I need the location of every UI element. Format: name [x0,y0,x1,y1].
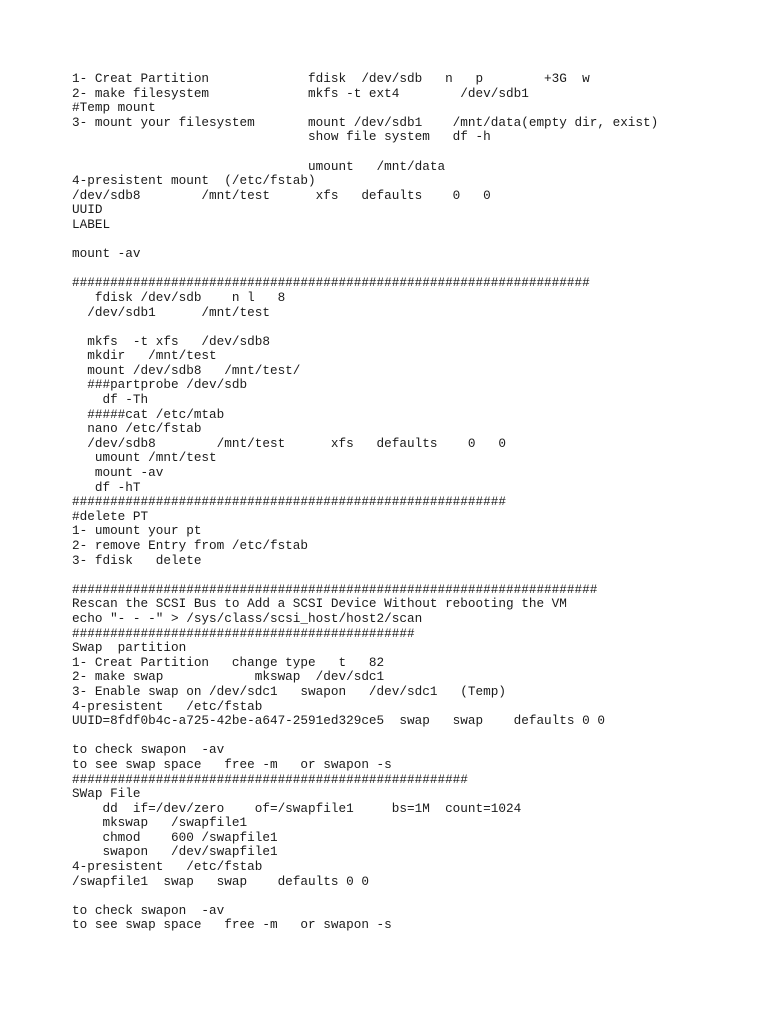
text-line: ###partprobe /dev/sdb [72,377,248,393]
text-line: mount -av [72,246,141,262]
text-line: 4-presistent /etc/fstab [72,698,263,714]
text-line: chmod 600 /swapfile1 [72,829,278,845]
text-line: 1- Creat Partition fdisk /dev/sdb n p +3G w [72,71,590,86]
text-line: to check swapon -av [72,902,225,918]
text-line: df -hT [72,479,141,495]
text-line [72,889,658,904]
text-line: umount /mnt/test [72,450,217,466]
text-line: fdisk /dev/sdb n l 8 [72,289,286,305]
text-line: /swapfile1 swap swap defaults 0 0 [72,873,369,889]
text-line: mount -av [72,465,164,481]
text-line [72,320,658,335]
text-line: Swap partition [72,640,187,656]
text-line [72,233,658,248]
text-line: #delete PT [72,508,149,524]
text-line: to see swap space free -m or swapon -s [72,756,392,772]
text-line [72,145,658,160]
text-line: 3- fdisk delete [72,552,202,568]
text-line: mkswap /swapfile1 [72,815,248,831]
text-line: 4-presistent /etc/fstab [72,859,263,875]
text-line [72,729,658,744]
text-line: /dev/sdb8 /mnt/test xfs defaults 0 0 [72,435,506,451]
text-line: mount /dev/sdb8 /mnt/test/ [72,362,301,378]
text-line: df -Th [72,392,149,408]
text-line: to see swap space free -m or swapon -s [72,917,392,933]
text-line: show file system df -h [72,129,491,145]
text-line: to check swapon -av [72,742,225,758]
text-line: LABEL [72,216,111,232]
text-line: mkfs -t xfs /dev/sdb8 [72,333,270,349]
text-line: dd if=/dev/zero of=/swapfile1 bs=1M count=1024 [72,800,522,816]
text-line: 3- mount your filesystem mount /dev/sdb1 /mnt/data(empty dir, exist) [72,114,659,130]
document-text [72,72,658,933]
text-line: 1- umount your pt [72,523,202,539]
text-line: #################################################### [72,771,468,787]
text-line: #Temp mount [72,100,156,116]
text-line: /dev/sdb1 /mnt/test [72,304,270,320]
text-line: echo "- - -" > /sys/class/scsi_host/host2/scan [72,610,423,626]
text-line: #####cat /etc/mtab [72,406,225,422]
text-line: 3- Enable swap on /dev/sdc1 swapon /dev/sdc1 (Temp) [72,683,506,699]
text-line: /dev/sdb8 /mnt/test xfs defaults 0 0 [72,187,491,203]
text-line: 1- Creat Partition change type t 82 [72,654,385,670]
text-line: 2- remove Entry from /etc/fstab [72,538,309,553]
text-line: Rescan the SCSI Bus to Add a SCSI Device Without rebooting the VM [72,596,567,612]
text-line: 2- make swap mkswap /dev/sdc1 [72,669,385,685]
text-line: SWap File [72,786,141,802]
text-line: 2- make filesystem mkfs -t ext4 /dev/sdb1 [72,85,529,101]
text-line: 4-presistent mount (/etc/fstab) [72,173,316,189]
text-line: umount /mnt/data [72,158,446,174]
text-line: ##################################################################### [72,581,598,597]
text-line: ######################################################### [72,494,506,510]
text-line: UUID=8fdf0b4c-a725-42be-a647-2591ed329ce5 swap swap defaults 0 0 [72,713,605,729]
text-line: swapon /dev/swapfile1 [72,844,278,860]
text-line: ############################################# [72,625,415,641]
text-line: UUID [72,202,103,218]
text-line: #################################################################### [72,275,590,291]
text-line: mkdir /mnt/test [72,348,217,364]
text-line [72,568,658,583]
text-line: nano /etc/fstab [72,421,202,437]
text-line [72,262,658,277]
